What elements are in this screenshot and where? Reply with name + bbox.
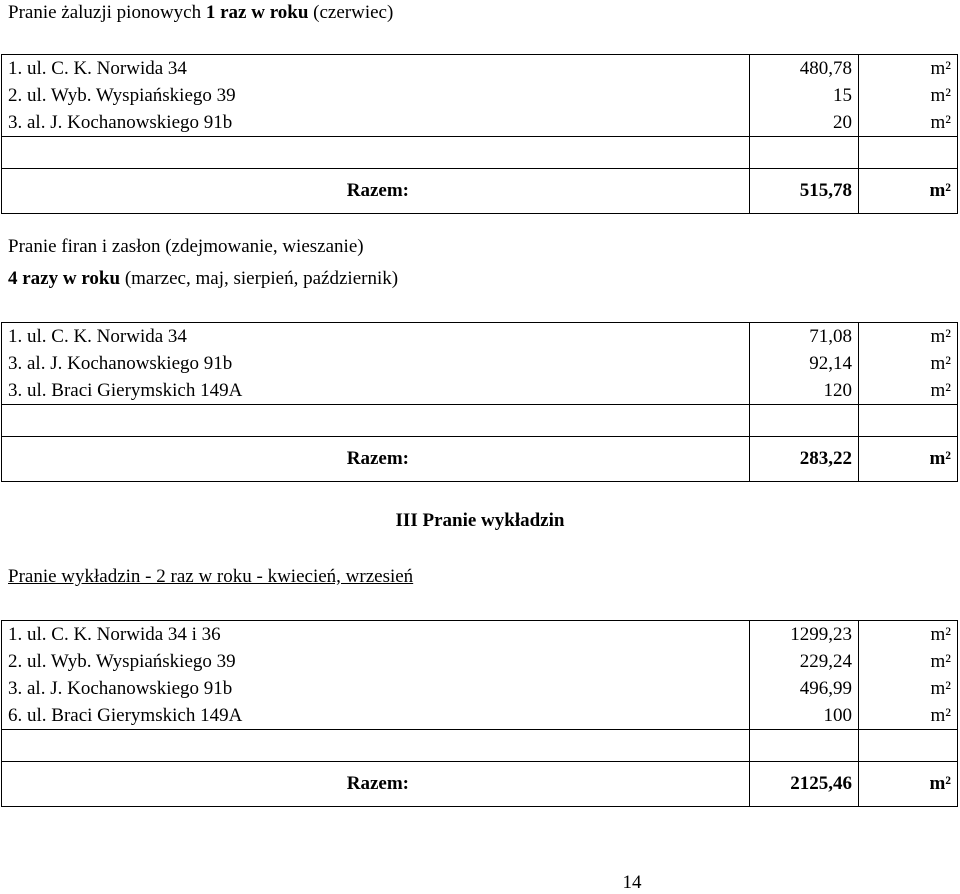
table-row (2, 675, 958, 702)
table-row (2, 648, 958, 675)
area-cell: 120 (750, 377, 859, 405)
area-cell: 480,78 (750, 55, 859, 83)
section2-title-frequency: 4 razy w roku (8, 268, 121, 289)
unit-cell: m² (859, 648, 958, 675)
total-row (2, 437, 958, 482)
table-row (2, 702, 958, 730)
address-cell: 1. ul. C. K. Norwida 34 (2, 55, 750, 83)
section1-title-pre: Pranie żaluzji pionowych (8, 2, 206, 23)
table-row (2, 82, 958, 109)
table-row (2, 323, 958, 351)
unit-cell: m² (859, 702, 958, 730)
total-value: 2125,46 (750, 762, 859, 807)
area-cell: 100 (750, 702, 859, 730)
total-unit: m² (859, 762, 958, 807)
area-cell: 71,08 (750, 323, 859, 351)
table-row (2, 109, 958, 137)
unit-cell: m² (859, 323, 958, 351)
total-value: 283,22 (750, 437, 859, 482)
section3-table (1, 620, 958, 807)
section2-title-months: (marzec, maj, sierpień, październik) (120, 268, 399, 289)
unit-cell: m² (859, 621, 958, 649)
unit-cell: m² (859, 350, 958, 377)
section1-title-frequency: 1 raz w roku (205, 2, 309, 23)
section2-table (1, 322, 958, 482)
address-cell: 3. al. J. Kochanowskiego 91b (2, 350, 750, 377)
total-value: 515,78 (750, 169, 859, 214)
address-cell: 3. ul. Braci Gierymskich 149A (2, 377, 750, 405)
blank-row (2, 405, 958, 437)
section2-title-line1: Pranie firan i zasłon (zdejmowanie, wieszanie) (8, 236, 364, 257)
table-row (2, 350, 958, 377)
total-label: Razem: (2, 762, 750, 807)
section3-subtitle: Pranie wykładzin - 2 raz w roku - kwiecień, wrzesień (8, 566, 414, 587)
address-cell: 2. ul. Wyb. Wyspiańskiego 39 (2, 82, 750, 109)
total-row (2, 169, 958, 214)
total-row (2, 762, 958, 807)
area-cell: 20 (750, 109, 859, 137)
total-unit: m² (859, 169, 958, 214)
address-cell: 1. ul. C. K. Norwida 34 (2, 323, 750, 351)
address-cell: 2. ul. Wyb. Wyspiańskiego 39 (2, 648, 750, 675)
section1-table (1, 54, 958, 214)
address-cell: 1. ul. C. K. Norwida 34 i 36 (2, 621, 750, 649)
table-row (2, 377, 958, 405)
unit-cell: m² (859, 377, 958, 405)
unit-cell: m² (859, 675, 958, 702)
area-cell: 496,99 (750, 675, 859, 702)
area-cell: 229,24 (750, 648, 859, 675)
section2-title-line2 (8, 268, 398, 290)
address-cell: 3. al. J. Kochanowskiego 91b (2, 109, 750, 137)
table-row (2, 621, 958, 649)
total-label: Razem: (2, 169, 750, 214)
area-cell: 15 (750, 82, 859, 109)
total-unit: m² (859, 437, 958, 482)
area-cell: 1299,23 (750, 621, 859, 649)
table-row (2, 55, 958, 83)
address-cell: 3. al. J. Kochanowskiego 91b (2, 675, 750, 702)
unit-cell: m² (859, 82, 958, 109)
section1-title-months: (czerwiec) (308, 2, 394, 23)
area-cell: 92,14 (750, 350, 859, 377)
page-number: 14 (622, 872, 642, 893)
total-label: Razem: (2, 437, 750, 482)
unit-cell: m² (859, 55, 958, 83)
blank-row (2, 730, 958, 762)
unit-cell: m² (859, 109, 958, 137)
address-cell: 6. ul. Braci Gierymskich 149A (2, 702, 750, 730)
section1-title (8, 2, 393, 24)
section3-heading: III Pranie wykładzin (395, 510, 565, 531)
blank-row (2, 137, 958, 169)
